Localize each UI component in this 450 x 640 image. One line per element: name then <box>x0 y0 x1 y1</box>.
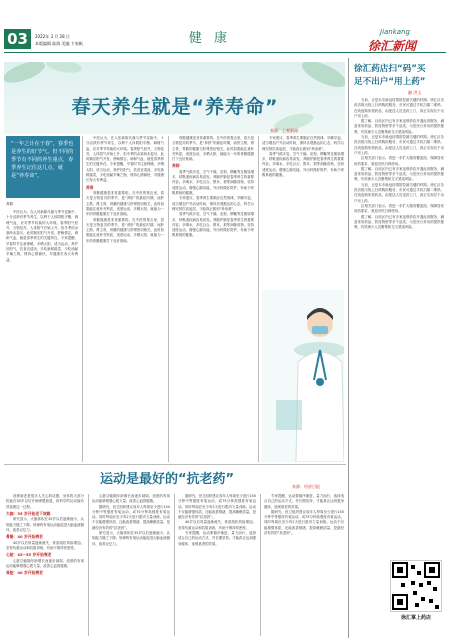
subhead-bones: 养骨 <box>86 184 94 190</box>
page-number: 03 <box>7 30 28 48</box>
column-divider <box>258 136 259 462</box>
main-article-col4: 专家建议，春季养生要顺应自然规律，早睡早起，适当增加户外活动时间，保持乐观豁达的心态，科学合理安排饮食起居，才能真正做到“养寿命”。 春季气候多变，空气干燥，花粉、柳絮等过敏原增多，呼吸道疾病容易高发。养肺护肺是春季养生的重要内容。多喝水，多吃百合、银耳、梨等润肺食物，坚持适度运动，增强心肺功能，外出时做好防护，有助于呼吸系统的健康。 <box>262 136 344 178</box>
subhead-kidney: 肾脏：40 岁开始衰老 <box>6 570 43 576</box>
column-divider <box>82 136 83 462</box>
section-title: 健 康 <box>188 31 232 46</box>
sidebar-body: 当前，正是本市新冠疫情防控最关键的时期。徐汇区各药店推出线上扫码购药服务，市民可通过手机扫描二维码，在线选购所需药品，由配送人员送药上门，真正实现足不出户用上药。 据了解，目前区内已有多家连锁药店开通此项服务，涵盖常用药品、防疫物资等多个品类，为居民日常用药提供便利，有效减少人员聚集和交叉感染风险。 当前，正是本市新冠疫情防控最关键的时期。徐汇区各药店推出线上扫码购药服务，市民可通过手机扫描二维码，在线选购所需药品，由配送人员送药上门，真正实现足不出户用上药。 区相关部门表示，将进一步扩大服务覆盖面，保障居民用药需求，欢迎市民扫码使用。 据了解，目前区内已有多家连锁药店开通此项服务，涵盖常用药品、防疫物资等多个品类，为居民日常用药提供便利，有效减少人员聚集和交叉感染风险。 当前，正是本市新冠疫情防控最关键的时期。徐汇区各药店推出线上扫码购药服务，市民可通过手机扫描二维码，在线选购所需药品，由配送人员送药上门，真正实现足不出户用上药。 区相关部门表示，将进一步扩大服务覆盖面，保障居民用药需求，欢迎市民扫码使用。 据了解，目前区内已有多家连锁药店开通此项服务，涵盖常用药品、防疫物资等多个品类，为居民日常用药提供便利，有效减少人员聚集和交叉感染风险。 <box>354 98 444 230</box>
sidebar-author: 融 洪玉 <box>408 90 422 95</box>
main-article-col2: 中医认为，在人体新陈代谢与季节变换中，十分活跃有季节养生，以利于人体阴阳平衡、调理气血，应对季节转换的大环境。春季阳气回升，万物复苏，人体阳气开始上升，但冬季的余寒尚未退尽，此时顺应阳气升发、舒畅情志、调和气血，就是春季养生的关键所在。专家提醒，早春时节注意保暖，多晒太阳，适当运动，养护好阳气，饮食宜清淡，多吃新鲜蔬菜，少吃油腻辛辣之物，保持心情愉快，对健康长寿大有裨益。 养骨 骨骼健康是非常重要的。在中医的观点里，春天是万物复苏的季节，是“养肝”的最佳时期，而肝主筋，肾主骨，骨骼的健康与肝肾密切相关。此时如果能注意补充钙质，适度运动，多晒太阳，就能为一年的骨骼健康打下良好基础。 骨骼健康是非常重要的。在中医的观点里，春天是万物复苏的季节，是“养肝”的最佳时期，而肝主筋，肾主骨，骨骼的健康与肝肾密切相关。此时如果能注意补充钙质，适度运动，多晒太阳，就能为一年的骨骼健康打下良好基础。 <box>86 136 164 243</box>
second-article-title: 运动是最好的“抗老药” <box>100 472 235 487</box>
header-meta: 本版编辑 陆海 美编 卞家帆 <box>35 41 83 46</box>
main-article-source: 来源：上观新闻 <box>270 128 298 133</box>
subhead-heart: 心脏：45~55 岁开始衰老 <box>6 552 52 558</box>
second-article-col1: 延缓衰老是很多人关心的话题，身体的大部分机能在30岁以后开始缓慢衰退，但科学的运动能有效延缓这一过程。 大脑：35 岁开始走下坡路 研究显示，大脑体积在35岁以后逐渐缩小，认知能力随之下降。规律的有氧运动能促进大脑血液循环，改善记忆力。 骨骼：40 岁开始衰老 40岁以后骨量逐渐流失，骨质疏松风险增加。坚持负重运动和抗阻训练，有助于维持骨密度。 心脏：45~55 岁开始衰老 心脏功能随年龄增长而逐步减弱，适度的有氧运动能够增强心肌力量，改善心血管健康。 肾脏：40 岁开始衰老 <box>6 494 84 576</box>
qr-code[interactable] <box>390 560 442 612</box>
column-divider <box>168 136 169 462</box>
sidebar-divider <box>348 58 349 638</box>
second-article-col2: 心脏功能随年龄增长而逐步减弱，适度的有氧运动能够增强心肌力量，改善心血管健康。 据研究，世卫组织建议成年人每周至少进行150分钟中等强度有氧运动，或75分钟高强度有氧运动。同时每周应至少有2天进行肌肉力量训练。运动不仅能增强体质，还能改善情绪、提高睡眠质量，是最经济有效的“抗老药”。 研究显示，大脑体积在35岁以后逐渐缩小，认知能力随之下降。规律的有氧运动能促进大脑血液循环，改善记忆力。 <box>92 494 170 546</box>
column-divider <box>260 494 261 636</box>
subhead-bones-age: 骨骼：40 岁开始衰老 <box>6 534 43 540</box>
main-article-author: 养鹤 <box>6 202 14 206</box>
column-divider <box>88 494 89 636</box>
qr-caption: 徐汇掌上药店 <box>400 615 431 621</box>
main-article-col3: 骨骼健康是非常重要的。在中医的观点里，春天是万物复苏的季节，是“养肝”的最佳时期，而肝主筋，肾主骨，骨骼的健康与肝肾密切相关。此时如果能注意补充钙质，适度运动，多晒太阳，就能为一年的骨骼健康打下良好基础。 养肺 春季气候多变，空气干燥，花粉、柳絮等过敏原增多，呼吸道疾病容易高发。养肺护肺是春季养生的重要内容。多喝水，多吃百合、银耳、梨等润肺食物，坚持适度运动，增强心肺功能，外出时做好防护，有助于呼吸系统的健康。 专家建议，春季养生要顺应自然规律，早睡早起，适当增加户外活动时间，保持乐观豁达的心态，科学合理安排饮食起居，才能真正做到“养寿命”。 春季气候多变，空气干燥，花粉、柳絮等过敏原增多，呼吸道疾病容易高发。养肺护肺是春季养生的重要内容。多喝水，多吃百合、银耳、梨等润肺食物，坚持适度运动，增强心肺功能，外出时做好防护，有助于呼吸系统的健康。 <box>172 136 254 238</box>
brand-pinyin: Jiankang <box>380 28 410 36</box>
second-article-source: 来源：经济日报 <box>292 484 320 489</box>
second-article-col3: 据研究，世卫组织建议成年人每周至少进行150分钟中等强度有氧运动，或75分钟高强度有氧运动。同时每周应至少有2天进行肌肉力量训练。运动不仅能增强体质，还能改善情绪、提高睡眠质量，是最经济有效的“抗老药”。 40岁以后骨量逐渐流失，骨质疏松风险增加。坚持负重运动和抗阻训练，有助于维持骨密度。 专家提醒，运动要循序渐进，量力而行，选择适合自己的运动方式，并长期坚持，才能真正达到强身健体、延缓衰老的效果。 <box>178 494 256 546</box>
main-article-title: 春天养生就是“养寿命” <box>71 96 279 118</box>
main-article-col1: 中医认为，在人体新陈代谢与季节变换中，十分活跃有季节养生，以利于人体阴阳平衡、调理气血，应对季节转换的大环境。春季阳气回升，万物复苏，人体阳气开始上升，但冬季的余寒尚未退尽，此时顺应阳气升发、舒畅情志、调和气血，就是春季养生的关键所在。专家提醒，早春时节注意保暖，多晒太阳，适当运动，养护好阳气，饮食宜清淡，多吃新鲜蔬菜，少吃油腻辛辣之物，保持心情愉快，对健康长寿大有裨益。 <box>6 210 78 262</box>
subhead-brain: 大脑：35 岁开始走下坡路 <box>6 510 51 516</box>
header-date: 2022年 3 月 28 日 <box>35 34 70 39</box>
doctor-illustration <box>262 290 344 462</box>
pull-quote: “一年之计在于春”，春季也是养生的好节气。但不同的季节有不同的养生重点，春季养生记住这几点，就是“养寿命”。 <box>6 136 80 198</box>
brand-name: 徐汇新闻 <box>368 39 417 53</box>
column-divider <box>174 494 175 636</box>
subhead-lungs: 养肺 <box>172 163 180 169</box>
second-article-col4: 专家提醒，运动要循序渐进，量力而行，选择适合自己的运动方式，并长期坚持，才能真正达到强身健体、延缓衰老的效果。 据研究，世卫组织建议成年人每周至少进行150分钟中等强度有氧运动，或75分钟高强度有氧运动。同时每周应至少有2天进行肌肉力量训练。运动不仅能增强体质，还能改善情绪、提高睡眠质量，是最经济有效的“抗老药”。 <box>264 494 344 536</box>
page-number-block <box>4 29 31 49</box>
section-divider <box>4 464 346 465</box>
qr-code-icon <box>391 561 441 611</box>
sidebar-title-line2: 足不出户“用上药” <box>354 77 426 87</box>
sidebar-title-line1: 徐汇药店扫“码”买 <box>354 64 426 74</box>
